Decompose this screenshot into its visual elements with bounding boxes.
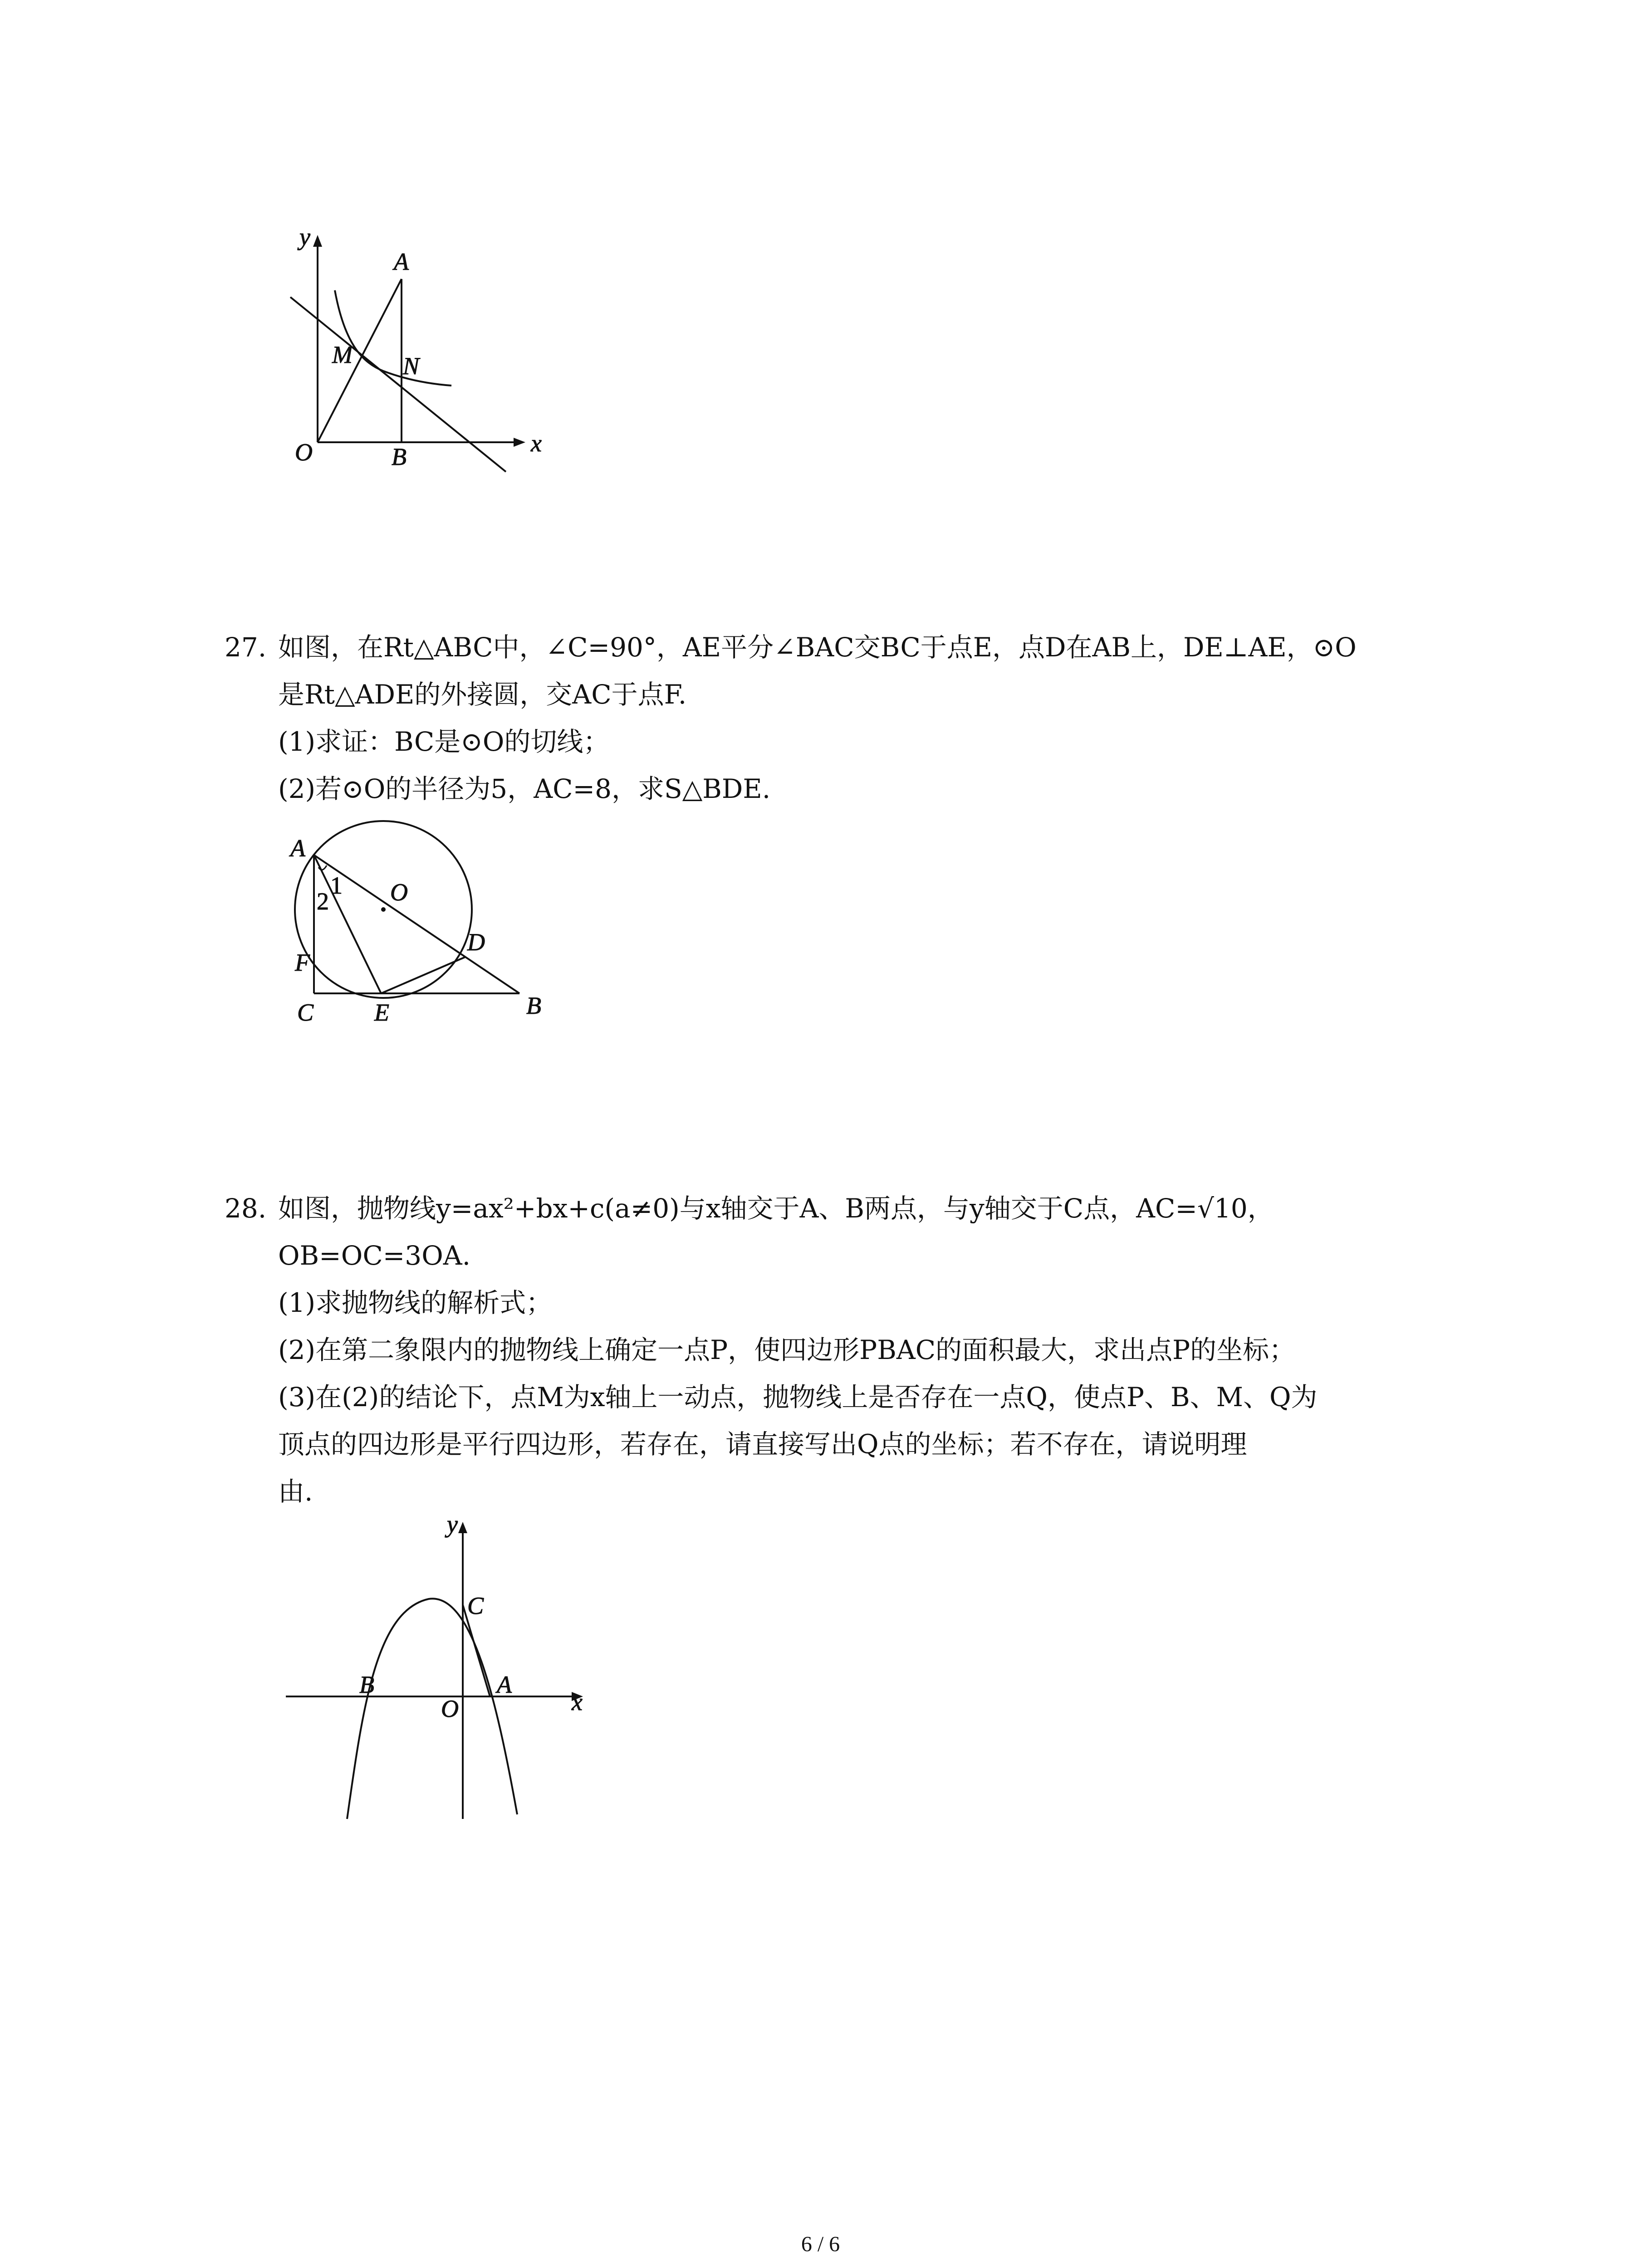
label-x: x xyxy=(531,430,542,457)
question-28-line-1: 如图，抛物线y=ax²+bx+c(a≠0)与x轴交于A、B两点，与y轴交于C点，AC=√10， xyxy=(278,1193,1274,1224)
y-axis-arrow xyxy=(313,235,322,247)
label-N: N xyxy=(403,352,420,380)
label-one: 1 xyxy=(330,872,343,899)
hyperbola-curve xyxy=(335,290,451,386)
figure-27-circle xyxy=(281,816,590,1034)
label-B: B xyxy=(392,443,407,470)
label-C: C xyxy=(467,1592,484,1619)
label-A: A xyxy=(290,835,305,862)
page-number: 6 / 6 xyxy=(801,2232,840,2256)
label-O: O xyxy=(295,439,313,466)
question-28 xyxy=(225,1185,1450,1515)
label-B: B xyxy=(526,992,541,1019)
segment-OA xyxy=(318,279,402,442)
label-B: B xyxy=(359,1671,374,1698)
question-28-line-2: OB=OC=3OA. xyxy=(278,1240,471,1271)
label-F: F xyxy=(295,949,310,976)
center-point xyxy=(381,907,386,912)
y-axis-arrow xyxy=(458,1522,467,1533)
question-28-part-3-end: 由. xyxy=(278,1476,313,1507)
question-27-line-2: 是Rt△ADE的外接圆，交AC于点F. xyxy=(278,679,687,710)
x-axis-arrow xyxy=(514,438,525,447)
label-y: y xyxy=(299,223,310,250)
label-x: x xyxy=(572,1688,583,1716)
label-A: A xyxy=(394,248,409,275)
figure-1-hyperbola xyxy=(254,223,581,481)
segment-AE xyxy=(314,855,381,993)
label-D: D xyxy=(467,929,485,956)
label-A: A xyxy=(497,1671,512,1698)
label-two: 2 xyxy=(317,888,329,915)
segment-AB xyxy=(314,855,519,993)
question-28-part-1: (1)求抛物线的解析式； xyxy=(278,1287,553,1318)
label-E: E xyxy=(374,999,389,1026)
label-y: y xyxy=(447,1510,458,1538)
label-O: O xyxy=(441,1695,459,1722)
question-27 xyxy=(225,624,1450,812)
question-28-part-3-cont: 顶点的四边形是平行四边形，若存在，请直接写出Q点的坐标；若不存在，请说明理 xyxy=(278,1429,1247,1460)
label-O: O xyxy=(390,879,408,906)
question-28-number: 28. xyxy=(225,1193,267,1224)
parabola-curve xyxy=(347,1598,517,1819)
question-27-part-1: (1)求证：BC是⊙O的切线； xyxy=(278,726,610,757)
question-27-number: 27. xyxy=(225,632,267,663)
label-C: C xyxy=(297,999,314,1026)
question-27-line-1: 如图，在Rt△ABC中，∠C=90°，AE平分∠BAC交BC于点E，点D在AB上，DE⊥AE，⊙O xyxy=(278,632,1357,663)
label-M: M xyxy=(332,341,353,368)
question-27-part-2: (2)若⊙O的半径为5，AC=8，求S△BDE. xyxy=(278,773,771,804)
question-28-part-2: (2)在第二象限内的抛物线上确定一点P，使四边形PBAC的面积最大，求出点P的坐标； xyxy=(278,1334,1296,1365)
figure-28-parabola xyxy=(281,1510,608,1833)
question-28-part-3: (3)在(2)的结论下，点M为x轴上一动点，抛物线上是否存在一点Q，使点P、B、M、Q为 xyxy=(278,1382,1318,1413)
